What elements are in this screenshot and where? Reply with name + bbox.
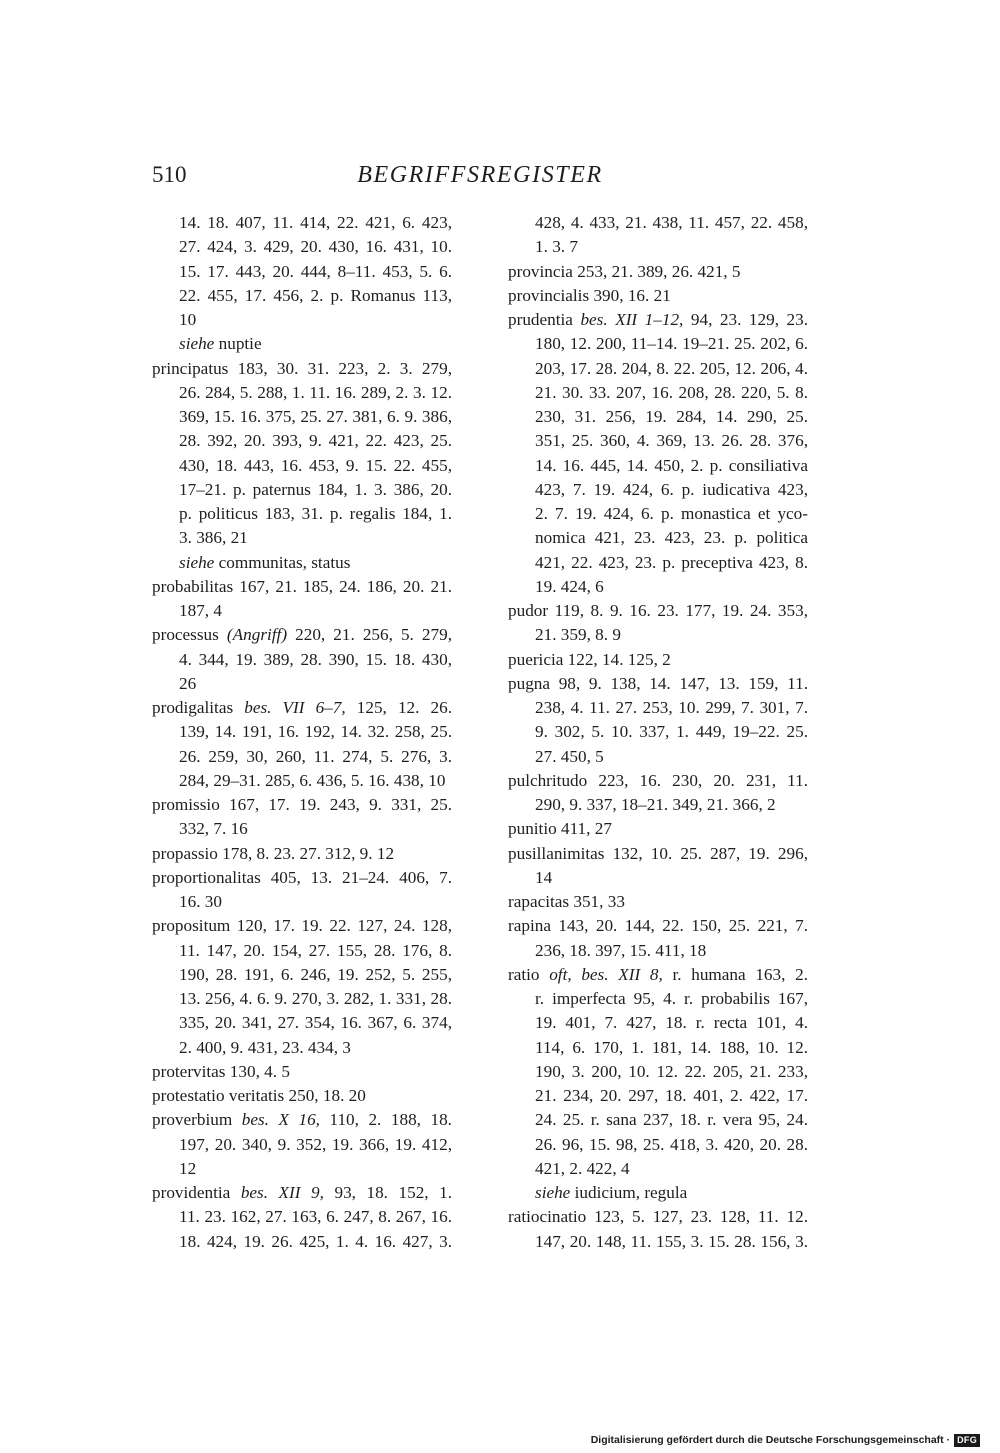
- index-line: 3. 386, 21: [179, 528, 248, 548]
- index-line: 187, 4: [179, 601, 222, 620]
- index-line: 230, 31. 256, 19. 284, 14. 290, 25.: [535, 407, 808, 426]
- index-column-right: [508, 211, 808, 1254]
- index-line: 190, 3. 200, 10. 12. 22. 205, 21. 233,: [535, 1061, 808, 1081]
- index-line: 332, 7. 16: [179, 819, 248, 839]
- index-line: punitio 411, 27: [508, 819, 612, 839]
- index-line: 28. 392, 20. 393, 9. 421, 22. 423, 25.: [179, 431, 452, 451]
- index-line: 9. 302, 5. 10. 337, 1. 449, 19–22. 25.: [535, 722, 808, 742]
- index-line: r. imperfecta 95, 4. r. probabilis 167,: [535, 989, 808, 1008]
- index-line: 335, 20. 341, 27. 354, 16. 367, 6. 374,: [179, 1013, 452, 1033]
- index-line: 147, 20. 148, 11. 155, 3. 15. 28. 156, 3.: [535, 1231, 808, 1251]
- index-line: ratiocinatio 123, 5. 127, 23. 128, 11. 12.: [508, 1207, 808, 1227]
- index-line: 15. 17. 443, 20. 444, 8–11. 453, 5. 6.: [179, 261, 452, 281]
- index-line: 27. 424, 3. 429, 20. 430, 16. 431, 10.: [179, 237, 452, 257]
- index-line: 11. 147, 20. 154, 27. 155, 28. 176, 8.: [179, 940, 452, 960]
- index-line: 421, 22. 423, 23. p. preceptiva 423, 8.: [535, 552, 808, 572]
- index-line: 17–21. p. paternus 184, 1. 3. 386, 20.: [179, 479, 452, 499]
- index-line: rapacitas 351, 33: [508, 892, 625, 911]
- index-line: 284, 29–31. 285, 6. 436, 5. 16. 438, 10: [179, 770, 446, 790]
- index-line: 114, 6. 170, 1. 181, 14. 188, 10. 12.: [535, 1037, 808, 1057]
- index-line: 203, 17. 28. 204, 8. 22. 205, 12. 206, 4.: [535, 358, 808, 378]
- index-line: siehe nuptie: [179, 334, 262, 354]
- index-line: rapina 143, 20. 144, 22. 150, 25. 221, 7.: [508, 916, 808, 936]
- index-line: 16. 30: [179, 892, 222, 911]
- index-line: provincia 253, 21. 389, 26. 421, 5: [508, 261, 741, 281]
- index-line: siehe communitas, status: [179, 552, 351, 572]
- index-line: 21. 30. 33. 207, 16. 208, 28. 220, 5. 8.: [535, 382, 808, 402]
- index-line: nomica 421, 23. 423, 23. p. politica: [535, 528, 808, 548]
- index-line: 21. 234, 20. 297, 18. 401, 2. 422, 17.: [535, 1086, 808, 1105]
- index-line: 180, 12. 200, 11–14. 19–21. 25. 202, 6.: [535, 334, 808, 354]
- index-line: 11. 23. 162, 27. 163, 6. 247, 8. 267, 16.: [179, 1207, 452, 1227]
- index-line: 26: [179, 673, 197, 693]
- index-line: 26. 284, 5. 288, 1. 11. 16. 289, 2. 3. 12.: [179, 382, 452, 402]
- index-line: proportionalitas 405, 13. 21–24. 406, 7.: [152, 867, 452, 887]
- funding-footer: [591, 1433, 980, 1447]
- index-line: 423, 7. 19. 424, 6. p. iudicativa 423,: [535, 479, 808, 499]
- index-line: 18. 424, 19. 26. 425, 1. 4. 16. 427, 3.: [179, 1231, 452, 1251]
- index-line: pusillanimitas 132, 10. 25. 287, 19. 296,: [508, 843, 808, 863]
- index-line: 14: [535, 867, 553, 887]
- index-line: 12: [179, 1158, 197, 1178]
- index-line: 236, 18. 397, 15. 411, 18: [535, 940, 707, 960]
- index-line: ratio oft, bes. XII 8, r. humana 163, 2.: [508, 964, 808, 984]
- index-line: 13. 256, 4. 6. 9. 270, 3. 282, 1. 331, 28.: [179, 989, 452, 1008]
- index-column-left: [152, 211, 452, 1254]
- index-line: principatus 183, 30. 31. 223, 2. 3. 279,: [152, 358, 452, 378]
- index-line: prodigalitas bes. VII 6–7, 125, 12. 26.: [152, 698, 452, 717]
- running-title: BEGRIFFSREGISTER: [357, 162, 603, 188]
- index-line: protervitas 130, 4. 5: [152, 1061, 290, 1081]
- index-line: providentia bes. XII 9, 93, 18. 152, 1.: [152, 1183, 452, 1202]
- index-line: proverbium bes. X 16, 110, 2. 188, 18.: [152, 1110, 452, 1130]
- index-line: siehe iudicium, regula: [535, 1183, 688, 1202]
- index-line: p. politicus 183, 31. p. regalis 184, 1.: [179, 504, 452, 523]
- index-line: 24. 25. r. sana 237, 18. r. vera 95, 24.: [535, 1110, 808, 1130]
- index-line: 22. 455, 17. 456, 2. p. Romanus 113,: [179, 285, 452, 305]
- index-line: pulchritudo 223, 16. 230, 20. 231, 11.: [508, 770, 808, 790]
- index-line: 10: [179, 310, 197, 329]
- index-line: 238, 4. 11. 27. 253, 10. 299, 7. 301, 7.: [535, 698, 808, 717]
- index-line: 369, 15. 16. 375, 25. 27. 381, 6. 9. 386,: [179, 407, 452, 426]
- index-line: propassio 178, 8. 23. 27. 312, 9. 12: [152, 843, 395, 863]
- index-line: 14. 16. 445, 14. 450, 2. p. consiliativa: [535, 455, 808, 475]
- index-line: pudor 119, 8. 9. 16. 23. 177, 19. 24. 353,: [508, 601, 808, 620]
- index-line: 290, 9. 337, 18–21. 349, 21. 366, 2: [535, 795, 776, 814]
- index-line: 27. 450, 5: [535, 746, 604, 766]
- index-line: 26. 96, 15. 98, 25. 418, 3. 420, 20. 28.: [535, 1134, 808, 1154]
- index-line: pugna 98, 9. 138, 14. 147, 13. 159, 11.: [508, 673, 808, 693]
- index-line: 2. 7. 19. 424, 6. p. monastica et yco-: [535, 504, 808, 523]
- index-line: prudentia bes. XII 1–12, 94, 23. 129, 23.: [508, 310, 808, 329]
- index-line: 421, 2. 422, 4: [535, 1158, 630, 1178]
- index-line: promissio 167, 17. 19. 243, 9. 331, 25.: [152, 795, 452, 814]
- index-line: 19. 401, 7. 427, 18. r. recta 101, 4.: [535, 1013, 808, 1033]
- index-line: 428, 4. 433, 21. 438, 11. 457, 22. 458,: [535, 213, 808, 232]
- footer-text: Digitalisierung gefördert durch die Deutsche Forschungsgemeinschaft ·: [590, 1434, 951, 1446]
- index-line: protestatio veritatis 250, 18. 20: [152, 1086, 366, 1105]
- index-line: 190, 28. 191, 6. 246, 19. 252, 5. 255,: [179, 964, 452, 984]
- index-line: processus (Angriff) 220, 21. 256, 5. 279,: [152, 625, 452, 645]
- index-line: 14. 18. 407, 11. 414, 22. 421, 6. 423,: [179, 213, 452, 232]
- index-line: puericia 122, 14. 125, 2: [508, 649, 671, 669]
- index-line: 1. 3. 7: [535, 237, 578, 257]
- index-line: 26. 259, 30, 260, 11. 274, 5. 276, 3.: [179, 746, 452, 766]
- index-line: 4. 344, 19. 389, 28. 390, 15. 18. 430,: [179, 649, 452, 669]
- index-line: 351, 25. 360, 4. 369, 13. 26. 28. 376,: [535, 431, 808, 451]
- index-line: 430, 18. 443, 16. 453, 9. 15. 22. 455,: [179, 455, 452, 475]
- index-line: 139, 14. 191, 16. 192, 14. 32. 258, 25.: [179, 722, 452, 742]
- index-line: 197, 20. 340, 9. 352, 19. 366, 19. 412,: [179, 1134, 452, 1154]
- page-header: [152, 162, 808, 194]
- index-line: propositum 120, 17. 19. 22. 127, 24. 128,: [152, 916, 452, 936]
- index-line: provincialis 390, 16. 21: [508, 285, 671, 305]
- dfg-logo: DFG: [954, 1434, 980, 1447]
- index-line: 21. 359, 8. 9: [535, 625, 621, 645]
- index-line: 19. 424, 6: [535, 576, 604, 596]
- index-line: probabilitas 167, 21. 185, 24. 186, 20. 21.: [152, 576, 452, 596]
- index-line: 2. 400, 9. 431, 23. 434, 3: [179, 1037, 351, 1057]
- page-number: 510: [152, 162, 187, 187]
